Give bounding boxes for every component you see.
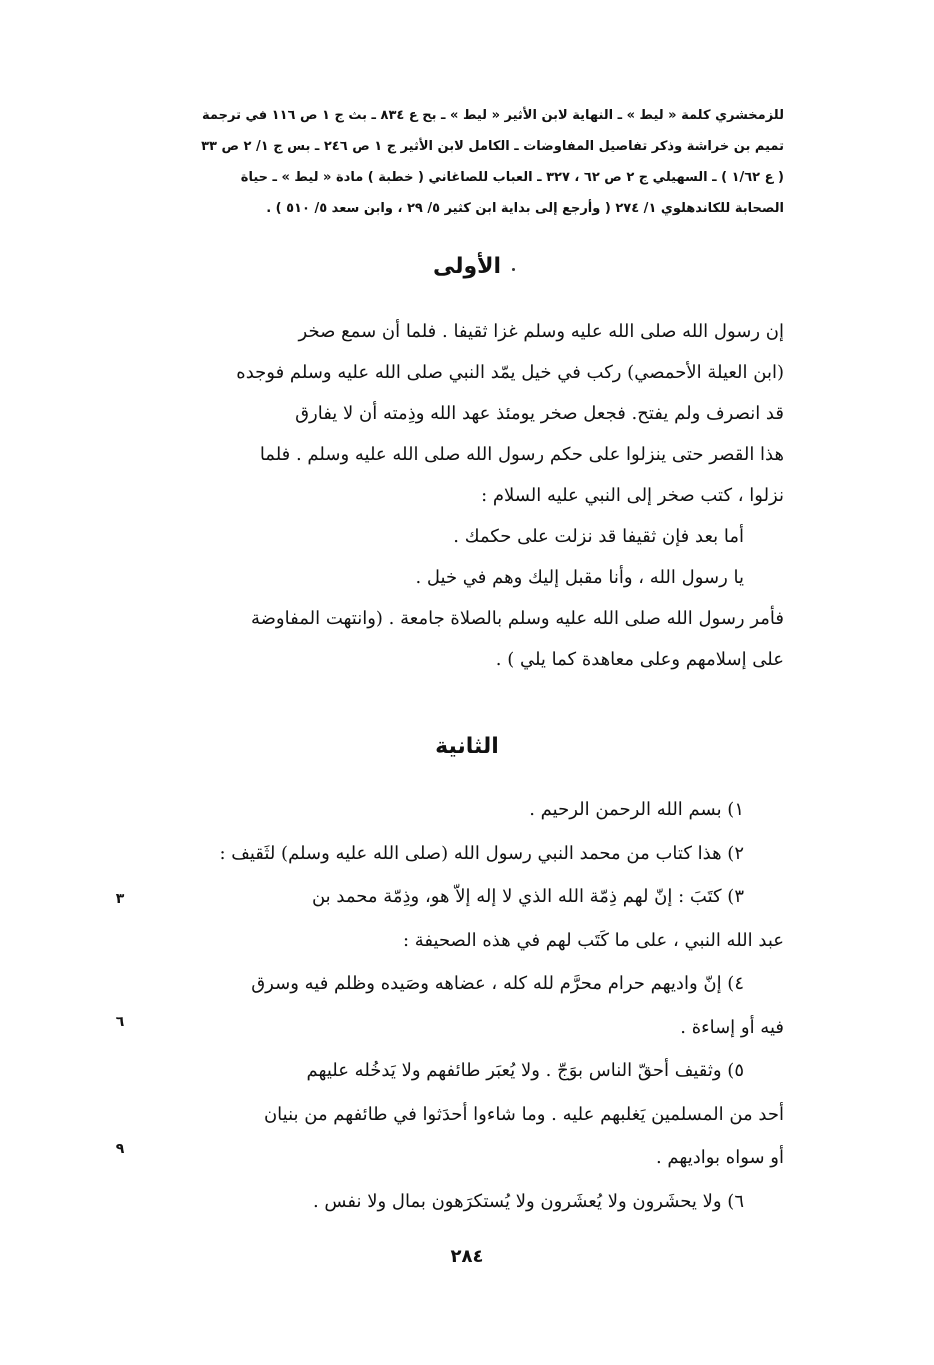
body-line: على إسلامهم وعلى معاهدة كما يلي ) . — [495, 649, 784, 670]
footnote-line: ( ع ١/٦٢ ) ـ السهيلي ج ٢ ص ٦٢ ، ٣٢٧ ـ العباب للصاغاني ( خطبة ) مادة « ليط » ـ حياة — [240, 170, 784, 185]
body-line: إن رسول الله صلى الله عليه وسلم غزا ثقيفا . فلما أن سمع صخر — [298, 321, 784, 342]
clause-line: ٣) كتَبَ : إنّ لهم ذِمّة الله الذي لا إله إلاّ هو، وذِمّة محمد بن — [311, 886, 744, 907]
margin-line-number: ٣ — [115, 891, 125, 907]
clause-line: ٢) هذا كتاب من محمد النبي رسول الله (صلى الله عليه وسلم) لثَقيف : — [219, 842, 744, 864]
margin-line-number: ٦ — [115, 1014, 125, 1030]
body-line: (ابن العيلة الأحمصي) ركب في خيل يمّد النبي صلى الله عليه وسلم فوجده — [236, 362, 784, 383]
ink-dot — [512, 268, 515, 271]
body-line: فأمر رسول الله صلى الله عليه وسلم بالصلاة جامعة . (وانتهت المفاوضة — [251, 608, 784, 629]
clause-line: عبد الله النبي ، على ما كَتَب لهم في هذه الصحيفة : — [402, 929, 784, 951]
clause-line: ٤) إنّ واديهم حرام محرَّم لله كله ، عضاهه وصَيده وظلم فيه وسرق — [251, 973, 744, 994]
clause-line: ٦) ولا يحشَرون ولا يُعشَرون ولا يُستكرَهون بمال ولا نفس . — [312, 1190, 744, 1212]
clause-line: فيه أو إساءة . — [680, 1016, 784, 1038]
body-line: يا رسول الله ، وأنا مقبل إليك وهم في خيل . — [415, 567, 744, 588]
section-title-second: الثانية — [435, 734, 499, 759]
page-number: ٢٨٤ — [450, 1246, 484, 1267]
footnote-line: تميم بن خراشة وذكر تفاصيل المفاوضات ـ الكامل لابن الأثير ج ١ ص ٢٤٦ ـ بس ج ١/ ٢ ص ٣٣ — [201, 139, 784, 154]
second-section-body — [150, 788, 784, 1223]
clause-line: ١) بسم الله الرحمن الرحيم . — [529, 799, 744, 820]
body-line: نزلوا ، كتب صخر إلى النبي عليه السلام : — [481, 485, 784, 506]
body-line: أما بعد فإن ثقيفا قد نزلت على حكمك . — [453, 526, 744, 547]
clause-line: أو سواه بواديهم . — [655, 1147, 784, 1168]
footnote-block — [150, 100, 784, 224]
clause-line: أحد من المسلمين يَغلبهم عليه . وما شاءوا أحدَثوا في طائفهم من بنيان — [263, 1103, 784, 1125]
first-section-body — [150, 311, 784, 680]
margin-line-number: ٩ — [115, 1141, 125, 1157]
footnote-line: الصحابة للكاندهلوي ١/ ٢٧٤ ( وأرجع إلى بداية ابن كثير ٥/ ٢٩ ، وابن سعد ٥/ ٥١٠ ) . — [266, 201, 784, 216]
footnote-line: للزمخشري كلمة « ليط » ـ النهاية لابن الأثير « ليط » ـ بح ع ٨٣٤ ـ بث ج ١ ص ١١٦ في ترجمة — [202, 108, 784, 123]
body-line: قد انصرف ولم يفتح. فجعل صخر يومئذ عهد الله وذِمته أن لا يفارق — [295, 403, 784, 424]
section-title-first: الأولى — [432, 254, 502, 279]
body-line: هذا القصر حتى ينزلوا على حكم رسول الله صلى الله عليه وسلم . فلما — [259, 444, 784, 465]
clause-line: ٥) وثقيف أحقّ الناس بوَجّ . ولا يُعبَر طائفهم ولا يَدخُله عليهم — [306, 1060, 744, 1081]
